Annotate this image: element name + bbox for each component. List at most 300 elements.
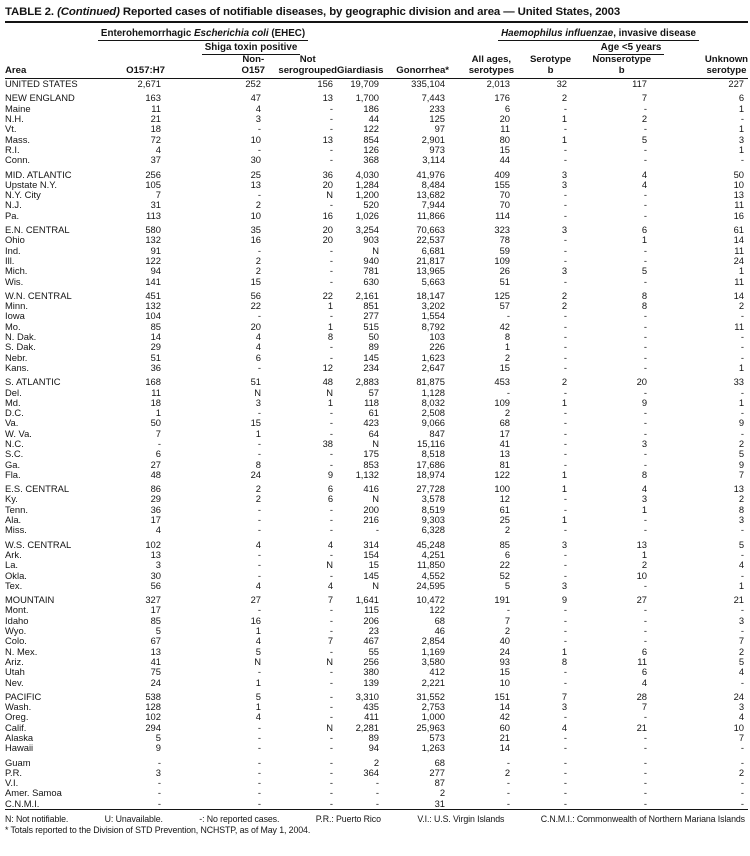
value-cell-all-ages: 24 bbox=[499, 645, 511, 657]
value-cell-not-serogrouped: - bbox=[329, 407, 334, 419]
value-cell-serotype-b: - bbox=[563, 503, 568, 515]
value-cell-unknown-serotype: - bbox=[740, 154, 745, 166]
value-cell-all-ages: - bbox=[506, 386, 511, 398]
value-cell-giardiasis: 4,030 bbox=[355, 168, 380, 180]
value-cell-not-serogrouped: 8 bbox=[327, 331, 334, 343]
value-cell-nonserotype-b: 3 bbox=[641, 493, 648, 505]
column-header-o157h7 bbox=[111, 55, 165, 79]
value-cell-unknown-serotype: 6 bbox=[738, 92, 745, 104]
column-header-serotype-b bbox=[514, 55, 571, 79]
value-cell-non-o157: 15 bbox=[250, 275, 261, 287]
legend-item: -: No reported cases. bbox=[199, 814, 280, 825]
value-cell-gonorrhea: 3,580 bbox=[421, 655, 446, 667]
area-cell: W.S. CENTRAL bbox=[5, 538, 72, 550]
spacer-cell bbox=[111, 41, 165, 55]
value-cell-gonorrhea: 2,901 bbox=[421, 133, 446, 145]
column-label: Non- O157 bbox=[241, 54, 265, 76]
value-cell-o157h7: 2,671 bbox=[137, 78, 161, 90]
value-cell-giardiasis: 50 bbox=[368, 331, 380, 343]
value-cell-not-serogrouped: - bbox=[329, 244, 334, 256]
value-cell-nonserotype-b: - bbox=[643, 351, 648, 363]
value-cell-unknown-serotype: - bbox=[740, 625, 745, 637]
spacer-cell bbox=[337, 41, 449, 55]
value-cell-not-serogrouped: - bbox=[329, 777, 334, 789]
value-cell-o157h7: 17 bbox=[150, 514, 161, 526]
value-cell-gonorrhea: 226 bbox=[429, 341, 446, 353]
value-cell-not-serogrouped: - bbox=[329, 351, 334, 363]
value-cell-not-serogrouped: 38 bbox=[322, 437, 334, 449]
area-cell: Okla. bbox=[5, 569, 27, 581]
value-cell-unknown-serotype: 11 bbox=[734, 199, 745, 211]
value-cell-unknown-serotype: 2 bbox=[738, 766, 745, 778]
value-cell-not-serogrouped: 48 bbox=[322, 376, 334, 388]
area-cell: Ill. bbox=[5, 254, 15, 266]
value-cell-serotype-b: - bbox=[563, 417, 568, 429]
value-cell-serotype-b: - bbox=[563, 361, 568, 373]
value-cell-gonorrhea: 45,248 bbox=[416, 538, 446, 550]
value-cell-o157h7: 85 bbox=[150, 614, 161, 626]
column-header-row bbox=[5, 55, 748, 79]
value-cell-non-o157: - bbox=[257, 503, 261, 515]
value-cell-not-serogrouped: - bbox=[329, 604, 334, 616]
value-cell-o157h7: 122 bbox=[145, 254, 161, 266]
value-cell-non-o157: 6 bbox=[255, 351, 261, 363]
value-cell-all-ages: 12 bbox=[499, 493, 511, 505]
value-cell-o157h7: 9 bbox=[155, 742, 161, 754]
area-cell: Wis. bbox=[5, 275, 24, 287]
value-cell-gonorrhea: 8,484 bbox=[421, 178, 446, 190]
value-cell-giardiasis: 851 bbox=[363, 300, 380, 312]
value-cell-gonorrhea: 103 bbox=[429, 331, 446, 343]
value-cell-serotype-b: 32 bbox=[556, 78, 568, 90]
value-cell-giardiasis: 1,641 bbox=[355, 594, 380, 606]
value-cell-nonserotype-b: 4 bbox=[641, 483, 648, 495]
value-cell-not-serogrouped: - bbox=[265, 799, 337, 810]
value-cell-giardiasis: 940 bbox=[363, 254, 380, 266]
value-cell-o157h7: 163 bbox=[145, 92, 161, 104]
area-cell: Kans. bbox=[5, 361, 29, 373]
value-cell-giardiasis: 3,254 bbox=[355, 224, 380, 236]
value-cell-all-ages: 6 bbox=[504, 102, 511, 114]
value-cell-all-ages: - bbox=[506, 310, 511, 322]
value-cell-unknown-serotype: - bbox=[740, 113, 745, 125]
area-cell: Iowa bbox=[5, 310, 25, 322]
value-cell-unknown-serotype: - bbox=[740, 331, 745, 343]
value-cell-all-ages: 70 bbox=[499, 199, 511, 211]
value-cell-non-o157: - bbox=[257, 666, 261, 678]
value-cell-all-ages: 26 bbox=[499, 265, 511, 277]
value-cell-o157h7: - bbox=[157, 437, 161, 449]
value-cell-giardiasis: 364 bbox=[363, 766, 380, 778]
value-cell-giardiasis: 55 bbox=[368, 645, 380, 657]
area-cell: E.S. CENTRAL bbox=[5, 483, 70, 495]
value-cell-not-serogrouped: - bbox=[329, 123, 334, 135]
value-cell-unknown-serotype: 9 bbox=[738, 458, 745, 470]
value-cell-all-ages: 25 bbox=[499, 514, 511, 526]
value-cell-all-ages: 2 bbox=[504, 407, 511, 419]
value-cell-not-serogrouped: - bbox=[329, 458, 334, 470]
value-cell-serotype-b: - bbox=[563, 604, 568, 616]
value-cell-nonserotype-b: 4 bbox=[641, 178, 648, 190]
value-cell-non-o157: 30 bbox=[250, 154, 261, 166]
value-cell-all-ages: 80 bbox=[499, 133, 511, 145]
area-cell: P.R. bbox=[5, 766, 23, 778]
table-number: TABLE 2. bbox=[5, 6, 54, 18]
value-cell-giardiasis: 57 bbox=[368, 386, 380, 398]
value-cell-serotype-b: - bbox=[563, 143, 568, 155]
value-cell-all-ages: 22 bbox=[499, 559, 511, 571]
table-row bbox=[5, 363, 748, 373]
value-cell-serotype-b: 1 bbox=[561, 113, 568, 125]
value-cell-serotype-b: - bbox=[563, 559, 568, 571]
value-cell-all-ages: 57 bbox=[499, 300, 511, 312]
area-cell: W.N. CENTRAL bbox=[5, 289, 72, 301]
value-cell-serotype-b: 4 bbox=[561, 721, 568, 733]
value-cell-gonorrhea: 2,647 bbox=[421, 361, 446, 373]
value-cell-unknown-serotype: - bbox=[740, 524, 745, 536]
value-cell-o157h7: 67 bbox=[150, 635, 161, 647]
table-row bbox=[5, 377, 748, 387]
value-cell-unknown-serotype: - bbox=[740, 569, 745, 581]
value-cell-non-o157: 10 bbox=[250, 133, 261, 145]
value-cell-gonorrhea: 5,663 bbox=[421, 275, 446, 287]
value-cell-not-serogrouped: N bbox=[326, 189, 334, 201]
value-cell-unknown-serotype: 5 bbox=[738, 655, 745, 667]
hib-species: Haemophilus influenzae bbox=[501, 28, 614, 39]
table-row bbox=[5, 266, 748, 276]
table-row bbox=[5, 470, 748, 480]
value-cell-non-o157: 24 bbox=[250, 468, 261, 480]
column-header-not-serogrouped bbox=[265, 55, 337, 79]
value-cell-gonorrhea: 8,519 bbox=[421, 503, 446, 515]
value-cell-not-serogrouped: - bbox=[329, 732, 334, 743]
notifiable-diseases-table bbox=[5, 23, 748, 810]
value-cell-all-ages: 176 bbox=[494, 92, 511, 104]
value-cell-nonserotype-b: - bbox=[643, 199, 648, 211]
value-cell-non-o157: 4 bbox=[255, 341, 261, 353]
spacer-cell bbox=[5, 23, 111, 41]
value-cell-non-o157: 47 bbox=[250, 92, 261, 104]
value-cell-non-o157: 3 bbox=[255, 396, 261, 408]
value-cell-all-ages: - bbox=[506, 787, 511, 799]
value-cell-gonorrhea: 335,104 bbox=[411, 78, 446, 90]
value-cell-serotype-b: - bbox=[563, 493, 568, 505]
area-cell: Maine bbox=[5, 102, 31, 114]
table-row bbox=[5, 525, 748, 535]
value-cell-not-serogrouped: - bbox=[329, 742, 334, 754]
value-cell-gonorrhea: 10,472 bbox=[416, 594, 446, 606]
area-cell: Upstate N.Y. bbox=[5, 178, 57, 190]
value-cell-not-serogrouped: - bbox=[329, 701, 334, 713]
value-cell-unknown-serotype: 227 bbox=[728, 78, 745, 90]
value-cell-giardiasis: 118 bbox=[364, 396, 380, 408]
area-cell: Wyo. bbox=[5, 625, 27, 637]
value-cell-serotype-b: - bbox=[563, 199, 568, 211]
value-cell-all-ages: 453 bbox=[494, 376, 511, 388]
area-cell: Tenn. bbox=[5, 503, 28, 515]
value-cell-unknown-serotype: 21 bbox=[733, 594, 745, 606]
value-cell-nonserotype-b: 28 bbox=[636, 690, 648, 702]
value-cell-not-serogrouped: 1 bbox=[327, 320, 334, 332]
column-header-all-ages bbox=[449, 55, 514, 79]
value-cell-gonorrhea: 412 bbox=[429, 666, 446, 678]
value-cell-gonorrhea: 41,976 bbox=[416, 168, 446, 180]
value-cell-nonserotype-b: - bbox=[643, 341, 648, 353]
value-cell-nonserotype-b: 6 bbox=[641, 645, 648, 657]
value-cell-not-serogrouped: - bbox=[329, 254, 334, 266]
value-cell-non-o157: - bbox=[257, 448, 261, 460]
ehec-group-header bbox=[100, 23, 337, 41]
value-cell-not-serogrouped: 1 bbox=[327, 300, 334, 312]
value-cell-gonorrhea: 27,728 bbox=[416, 483, 446, 495]
table-row bbox=[5, 211, 748, 221]
value-cell-o157h7: 94 bbox=[150, 265, 161, 277]
value-cell-all-ages: - bbox=[506, 604, 511, 616]
area-cell: Ky. bbox=[5, 493, 18, 505]
value-cell-gonorrhea: 4,552 bbox=[421, 569, 446, 581]
value-cell-unknown-serotype: 11 bbox=[734, 275, 745, 287]
value-cell-serotype-b: - bbox=[563, 320, 568, 332]
value-cell-non-o157: 35 bbox=[250, 224, 261, 236]
value-cell-unknown-serotype: 14 bbox=[733, 234, 745, 246]
value-cell-nonserotype-b: 9 bbox=[641, 396, 648, 408]
value-cell-all-ages: 2,013 bbox=[486, 78, 511, 90]
value-cell-o157h7: 50 bbox=[150, 417, 161, 429]
value-cell-not-serogrouped: - bbox=[329, 341, 334, 353]
value-cell-gonorrhea: 6,681 bbox=[421, 244, 446, 256]
value-cell-giardiasis: 23 bbox=[368, 625, 380, 637]
value-cell-unknown-serotype: 2 bbox=[738, 437, 745, 449]
value-cell-non-o157: - bbox=[257, 310, 261, 322]
value-cell-unknown-serotype: 10 bbox=[733, 178, 745, 190]
value-cell-giardiasis: 1,132 bbox=[355, 468, 380, 480]
value-cell-unknown-serotype: 8 bbox=[738, 503, 745, 515]
value-cell-o157h7: 3 bbox=[155, 766, 161, 778]
value-cell-all-ages: 155 bbox=[494, 178, 511, 190]
value-cell-all-ages: - bbox=[449, 799, 514, 810]
value-cell-non-o157: 5 bbox=[255, 690, 261, 702]
value-cell-all-ages: 191 bbox=[494, 594, 511, 606]
column-label: Giardiasis bbox=[337, 64, 384, 76]
value-cell-giardiasis: 145 bbox=[363, 569, 380, 581]
value-cell-giardiasis: 515 bbox=[363, 320, 380, 332]
value-cell-nonserotype-b: - bbox=[643, 604, 648, 616]
continued-label: (Continued) bbox=[57, 6, 120, 18]
value-cell-o157h7: 30 bbox=[150, 569, 161, 581]
value-cell-serotype-b: 1 bbox=[561, 483, 568, 495]
value-cell-o157h7: 13 bbox=[150, 548, 161, 560]
value-cell-o157h7: 256 bbox=[145, 168, 161, 180]
value-cell-unknown-serotype: - bbox=[740, 386, 745, 398]
value-cell-all-ages: 1 bbox=[504, 341, 511, 353]
value-cell-o157h7: 51 bbox=[150, 351, 161, 363]
value-cell-nonserotype-b: - bbox=[643, 154, 648, 166]
value-cell-gonorrhea: 81,875 bbox=[416, 376, 446, 388]
title-text: Reported cases of notifiable diseases, by geographic division and area — United States, 2003 bbox=[119, 6, 621, 18]
value-cell-nonserotype-b: - bbox=[643, 614, 648, 626]
value-cell-not-serogrouped: N bbox=[326, 655, 334, 667]
area-cell: NEW ENGLAND bbox=[5, 92, 75, 104]
value-cell-gonorrhea: 122 bbox=[429, 604, 446, 616]
value-cell-gonorrhea: 13,682 bbox=[416, 189, 446, 201]
value-cell-o157h7: 29 bbox=[150, 341, 161, 353]
value-cell-not-serogrouped: 13 bbox=[322, 133, 334, 145]
value-cell-serotype-b: - bbox=[563, 331, 568, 343]
value-cell-giardiasis: 368 bbox=[363, 154, 380, 166]
value-cell-all-ages: - bbox=[506, 777, 511, 789]
value-cell-nonserotype-b: - bbox=[643, 742, 648, 754]
value-cell-gonorrhea: 125 bbox=[429, 113, 446, 125]
value-cell-giardiasis: 630 bbox=[363, 275, 380, 287]
value-cell-gonorrhea: 9,066 bbox=[421, 417, 446, 429]
value-cell-not-serogrouped: - bbox=[329, 427, 334, 439]
value-cell-not-serogrouped: - bbox=[329, 417, 334, 429]
value-cell-o157h7: 3 bbox=[155, 559, 161, 571]
value-cell-non-o157: 5 bbox=[255, 645, 261, 657]
value-cell-o157h7: 37 bbox=[150, 154, 161, 166]
table-row bbox=[5, 560, 748, 570]
area-cell: Guam bbox=[5, 756, 31, 768]
area-cell: Alaska bbox=[5, 732, 34, 743]
value-cell-non-o157: N bbox=[254, 386, 261, 398]
value-cell-gonorrhea: 2,221 bbox=[421, 676, 446, 688]
value-cell-o157h7: 85 bbox=[150, 320, 161, 332]
value-cell-o157h7: - bbox=[157, 756, 161, 768]
value-cell-giardiasis: 206 bbox=[363, 614, 380, 626]
value-cell-serotype-b: 1 bbox=[561, 133, 568, 145]
column-header-area bbox=[5, 55, 111, 79]
value-cell-non-o157: 22 bbox=[250, 300, 261, 312]
value-cell-not-serogrouped: - bbox=[329, 625, 334, 637]
value-cell-o157h7: 102 bbox=[145, 538, 161, 550]
value-cell-serotype-b: - bbox=[563, 732, 568, 743]
value-cell-nonserotype-b: - bbox=[643, 756, 648, 768]
value-cell-gonorrhea: 233 bbox=[429, 102, 446, 114]
area-cell: R.I. bbox=[5, 143, 20, 155]
column-label: Gonorrhea* bbox=[396, 64, 450, 76]
column-header-nonserotype-b bbox=[571, 55, 651, 79]
value-cell-not-serogrouped: - bbox=[329, 265, 334, 277]
value-cell-serotype-b: - bbox=[563, 189, 568, 201]
column-label: Not serogrouped bbox=[278, 54, 338, 76]
value-cell-non-o157: - bbox=[257, 559, 261, 571]
value-cell-giardiasis: 186 bbox=[363, 102, 380, 114]
value-cell-gonorrhea: 1,554 bbox=[421, 310, 446, 322]
value-cell-nonserotype-b: 27 bbox=[636, 594, 648, 606]
value-cell-non-o157: - bbox=[257, 361, 261, 373]
value-cell-non-o157: - bbox=[257, 787, 261, 799]
value-cell-nonserotype-b: - bbox=[643, 123, 648, 135]
value-cell-giardiasis: 154 bbox=[363, 548, 380, 560]
value-cell-o157h7: 41 bbox=[150, 655, 161, 667]
value-cell-non-o157: 2 bbox=[255, 254, 261, 266]
value-cell-nonserotype-b: 8 bbox=[641, 289, 648, 301]
area-cell: Del. bbox=[5, 386, 22, 398]
area-cell: N. Dak. bbox=[5, 331, 37, 343]
value-cell-gonorrhea: 1,128 bbox=[421, 386, 446, 398]
value-cell-non-o157: 25 bbox=[250, 168, 261, 180]
value-cell-nonserotype-b: 1 bbox=[641, 503, 648, 515]
table-header bbox=[5, 23, 748, 79]
value-cell-unknown-serotype: - bbox=[740, 756, 745, 768]
value-cell-all-ages: 2 bbox=[504, 351, 511, 363]
value-cell-o157h7: 29 bbox=[150, 493, 161, 505]
value-cell-gonorrhea: 1,263 bbox=[421, 742, 446, 754]
value-cell-non-o157: 4 bbox=[255, 102, 261, 114]
column-header-non-o157 bbox=[165, 55, 265, 79]
value-cell-all-ages: 78 bbox=[499, 234, 511, 246]
table-row bbox=[5, 678, 748, 688]
value-cell-unknown-serotype: - bbox=[740, 351, 745, 363]
value-cell-giardiasis: 520 bbox=[363, 199, 380, 211]
value-cell-giardiasis: - bbox=[375, 787, 380, 799]
value-cell-unknown-serotype: 3 bbox=[738, 614, 745, 626]
value-cell-all-ages: 323 bbox=[494, 224, 511, 236]
value-cell-all-ages: 100 bbox=[494, 483, 511, 495]
value-cell-not-serogrouped: 12 bbox=[322, 361, 334, 373]
value-cell-giardiasis: 61 bbox=[368, 407, 380, 419]
value-cell-giardiasis: - bbox=[337, 799, 383, 810]
value-cell-giardiasis: 122 bbox=[363, 123, 380, 135]
area-cell: Md. bbox=[5, 396, 21, 408]
value-cell-serotype-b: 9 bbox=[561, 594, 568, 606]
value-cell-serotype-b: - bbox=[563, 351, 568, 363]
value-cell-all-ages: 7 bbox=[504, 614, 511, 626]
value-cell-unknown-serotype: 11 bbox=[734, 320, 745, 332]
value-cell-nonserotype-b: - bbox=[643, 427, 648, 439]
value-cell-serotype-b: - bbox=[563, 275, 568, 287]
age-label: Age <5 years bbox=[598, 42, 665, 55]
value-cell-nonserotype-b: - bbox=[643, 310, 648, 322]
value-cell-all-ages: 61 bbox=[499, 503, 511, 515]
value-cell-not-serogrouped: 36 bbox=[322, 168, 334, 180]
value-cell-not-serogrouped: - bbox=[329, 199, 334, 211]
value-cell-nonserotype-b: 1 bbox=[641, 234, 648, 246]
value-cell-serotype-b: - bbox=[563, 154, 568, 166]
value-cell-not-serogrouped: 20 bbox=[322, 178, 334, 190]
column-label: Unknown serotype bbox=[704, 54, 749, 76]
value-cell-unknown-serotype: 1 bbox=[738, 579, 745, 591]
value-cell-serotype-b: - bbox=[563, 548, 568, 560]
value-cell-all-ages: 42 bbox=[499, 320, 511, 332]
value-cell-serotype-b: - bbox=[563, 569, 568, 581]
value-cell-not-serogrouped: N bbox=[326, 386, 334, 398]
value-cell-nonserotype-b: - bbox=[643, 275, 648, 287]
value-cell-o157h7: 6 bbox=[155, 448, 161, 460]
value-cell-giardiasis: 1,200 bbox=[355, 189, 380, 201]
value-cell-gonorrhea: 1,623 bbox=[421, 351, 446, 363]
value-cell-unknown-serotype: 4 bbox=[738, 666, 745, 678]
value-cell-non-o157: 1 bbox=[255, 676, 261, 688]
value-cell-nonserotype-b: - bbox=[643, 524, 648, 536]
value-cell-not-serogrouped: - bbox=[329, 154, 334, 166]
table-row bbox=[5, 79, 748, 90]
value-cell-non-o157: - bbox=[165, 799, 265, 810]
column-label: Serotype b bbox=[529, 54, 572, 76]
value-cell-nonserotype-b: - bbox=[643, 448, 648, 460]
value-cell-o157h7: 132 bbox=[145, 234, 161, 246]
value-cell-serotype-b: - bbox=[563, 711, 568, 723]
value-cell-unknown-serotype: 3 bbox=[738, 133, 745, 145]
hib-post: , invasive disease bbox=[613, 28, 696, 39]
value-cell-not-serogrouped: N bbox=[326, 721, 334, 733]
value-cell-all-ages: 5 bbox=[504, 579, 511, 591]
value-cell-serotype-b: - bbox=[563, 341, 568, 353]
footnote-legend bbox=[5, 810, 745, 825]
value-cell-nonserotype-b: - bbox=[643, 514, 648, 526]
value-cell-nonserotype-b: - bbox=[571, 799, 651, 810]
value-cell-all-ages: 42 bbox=[499, 711, 511, 723]
